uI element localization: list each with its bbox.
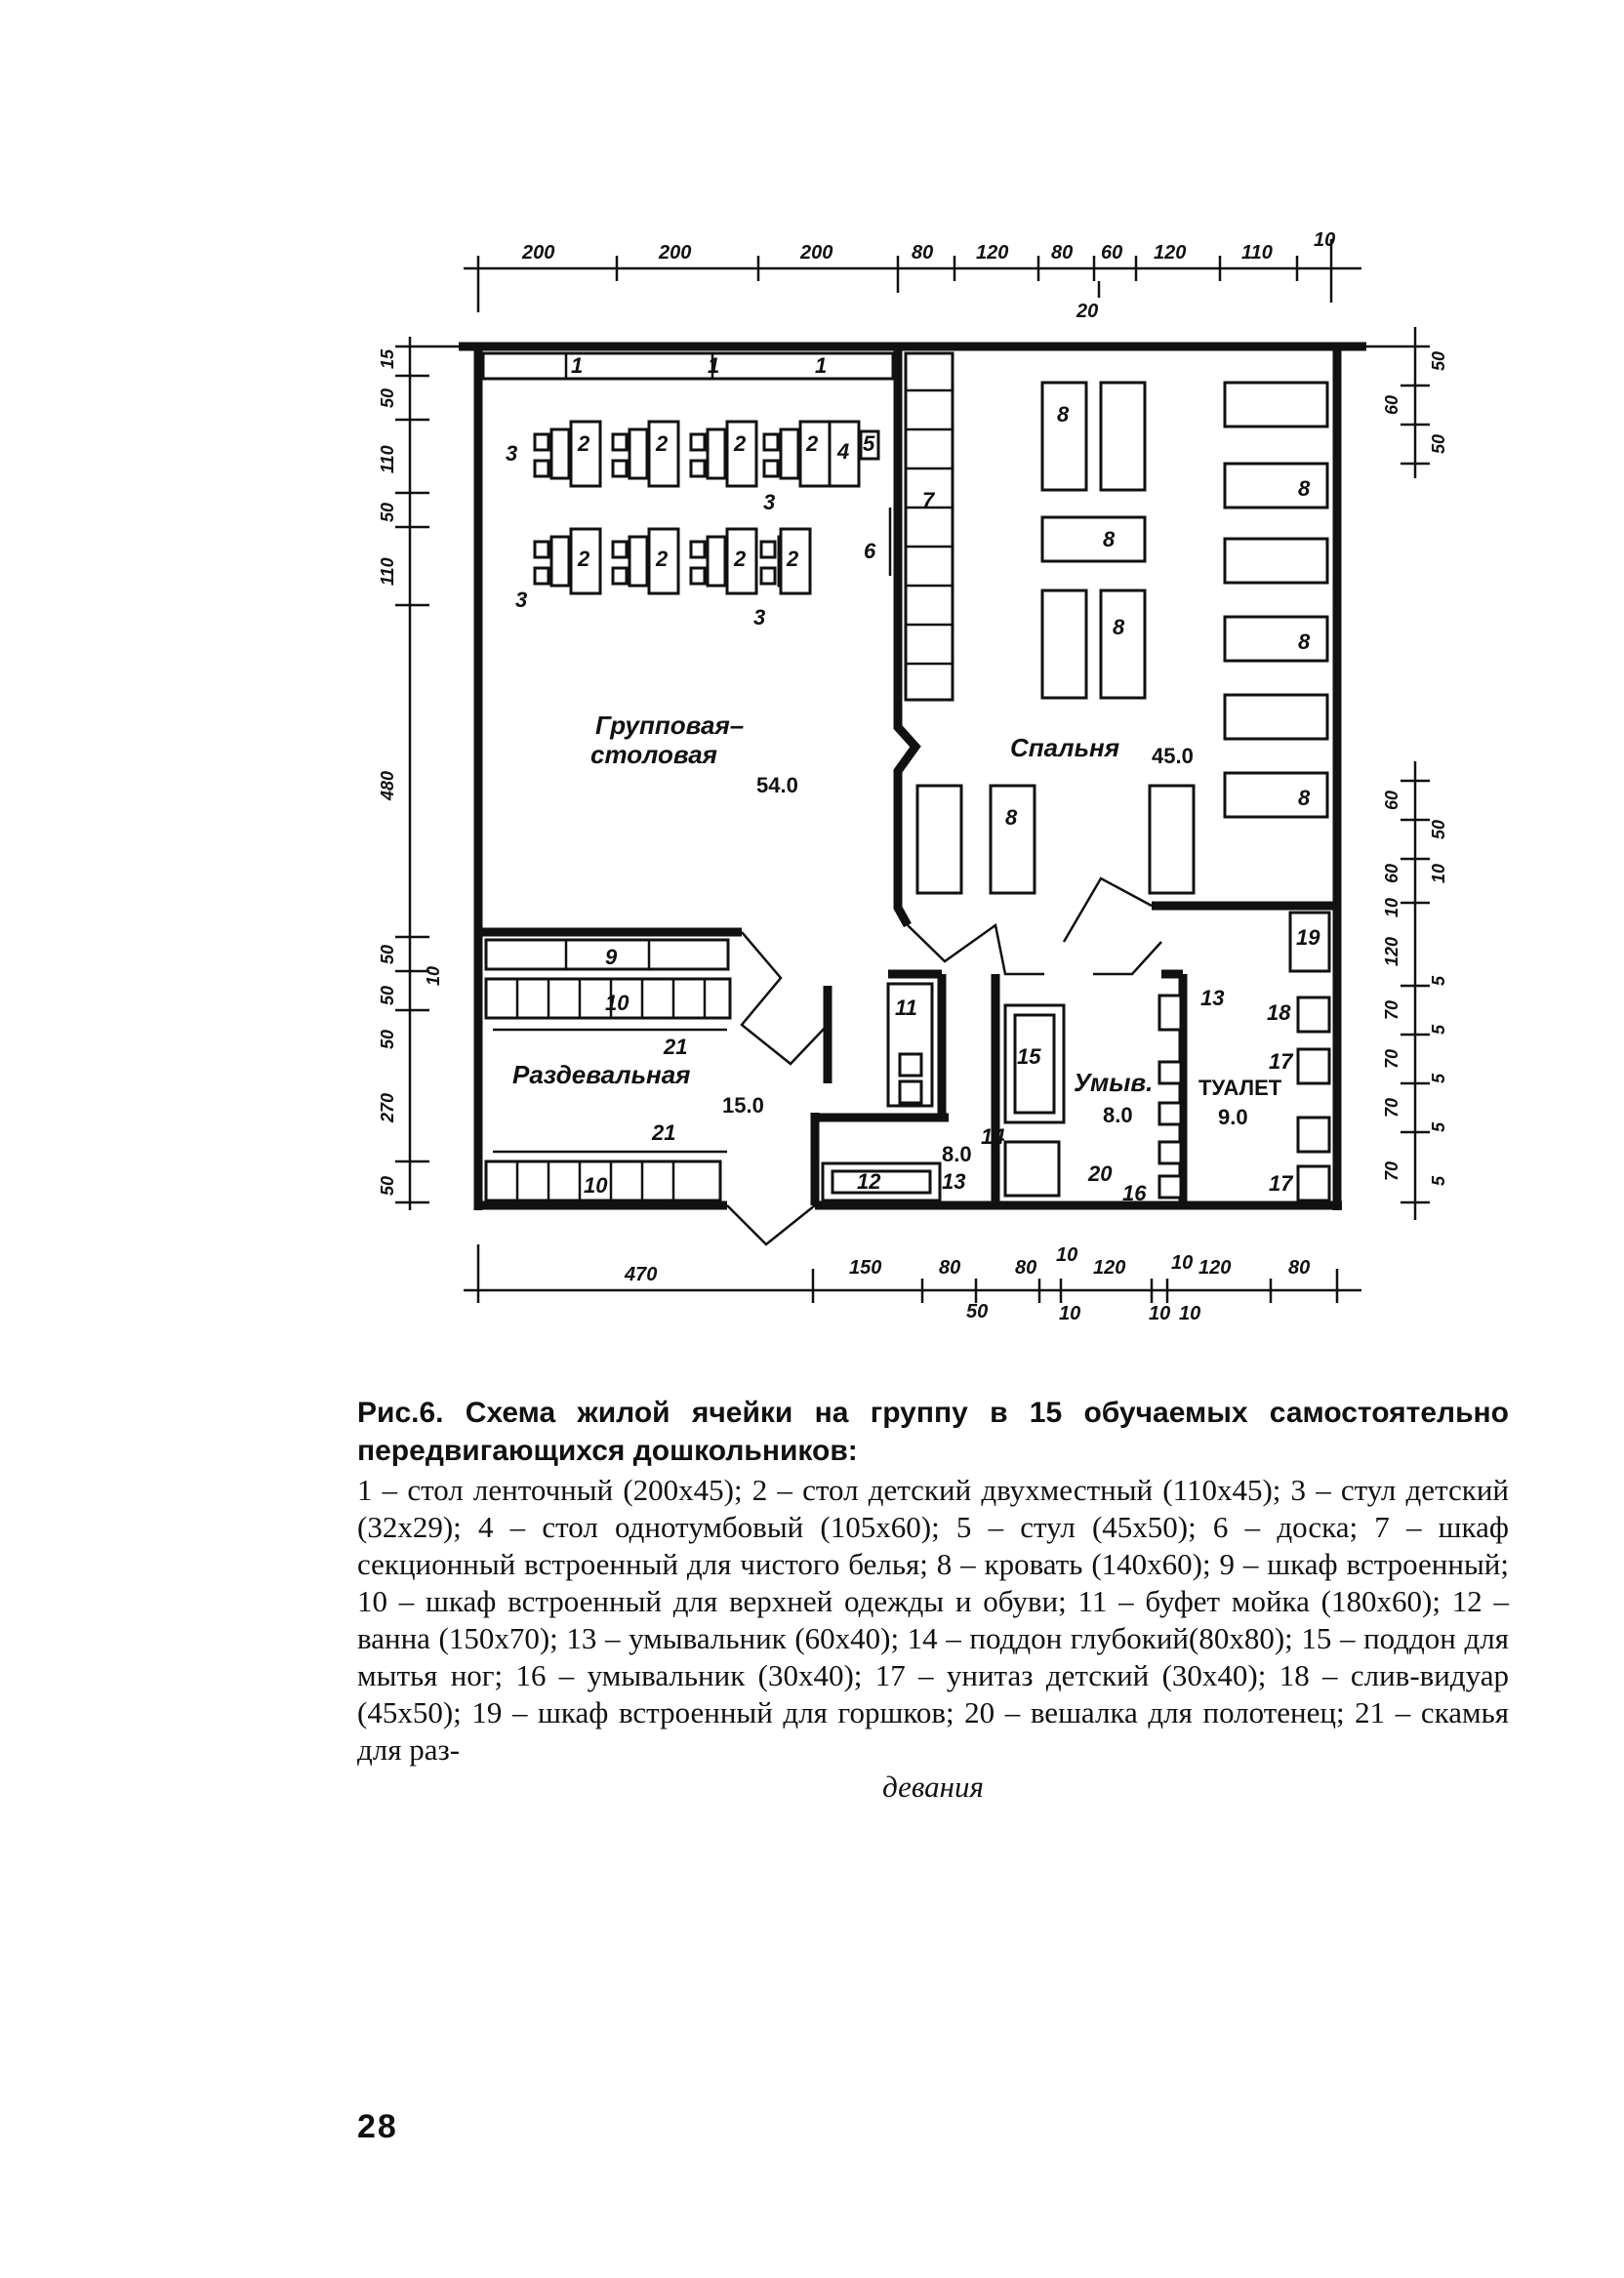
top-dim-6: 80 [1051, 242, 1074, 264]
room-group-name-2: столовая [590, 740, 717, 769]
right-dim-2: 50 [1429, 819, 1448, 839]
top-dim-5: 120 [976, 242, 1009, 264]
label-13a: 13 [942, 1169, 966, 1194]
bottom-dim-3: 80 [939, 1257, 961, 1279]
room-wardrobe-area: 15.0 [722, 1093, 764, 1118]
label-1b: 1 [708, 353, 720, 378]
caption-legend: 1 – стол ленточный (200x45); 2 – стол детский двухместный (110x45); 3 – стул детский (32x29); 4 – стол однотумбовый (105x60); 5 – стул (45x50); 6 – доска; 7 – шкаф секционный встроенный для чистого белья; 8 – кровать (140x60); 9 – шкаф встроенный; 10 – шкаф встроенный для верхней одежды и обуви; 11 – буфет мойка (180x60); 12 – ванна (150x70); 13 – умывальник (60x40); 14 – поддон глубокий(80x80); 15 – поддон для мытья ног; 16 – умывальник (30x40); 17 – унитаз детский (30x40); 18 – слив-видуар (45x50); 19 – шкаф встроенный для горшков; 20 – вешалка для полотенец; 21 – скамья для раз- [357, 1473, 1509, 1767]
left-dim-12: 50 [378, 1175, 397, 1196]
room-wardrobe-name: Раздевальная [512, 1060, 691, 1089]
label-3c: 3 [515, 588, 528, 612]
left-dim-8: 50 [378, 985, 397, 1005]
label-18: 18 [1267, 1000, 1291, 1025]
label-2d: 2 [806, 431, 819, 456]
right-top-dim-1: 50 [1429, 350, 1448, 371]
room-bedroom-area: 45.0 [1152, 744, 1194, 768]
bottom-sub-dim-3: 10 [1149, 1303, 1171, 1324]
label-3b: 3 [763, 490, 776, 514]
label-10a: 10 [605, 991, 629, 1015]
bottom-sub-dim-2: 10 [1059, 1303, 1081, 1324]
room-group-name-1: Групповая– [595, 711, 745, 740]
label-8c: 8 [1103, 527, 1116, 551]
left-dim-11: 270 [378, 1092, 397, 1122]
label-16: 16 [1122, 1181, 1147, 1205]
bottom-sub-dim-1: 50 [966, 1301, 989, 1322]
label-8g: 8 [1005, 805, 1018, 830]
label-8d: 8 [1113, 615, 1125, 639]
label-8b: 8 [1298, 476, 1311, 501]
bottom-dim-6: 120 [1093, 1257, 1126, 1279]
bottom-dim-5: 10 [1056, 1244, 1078, 1266]
left-dim-6: 480 [378, 770, 397, 800]
washroom-furniture [1005, 986, 1224, 1205]
room-washroom-area: 8.0 [1103, 1103, 1133, 1127]
right-dim-9: 5 [1429, 1024, 1448, 1035]
bottom-dim-8: 120 [1198, 1257, 1232, 1279]
label-10b: 10 [584, 1173, 608, 1198]
label-2f: 2 [656, 547, 669, 571]
label-9: 9 [605, 945, 618, 969]
label-12: 12 [857, 1169, 881, 1194]
label-4: 4 [837, 439, 850, 464]
left-dim-4: 50 [378, 502, 397, 522]
right-dim-6: 120 [1382, 936, 1401, 966]
page-number: 28 [357, 2108, 398, 2145]
right-top-dim-3: 50 [1429, 433, 1448, 454]
right-dim-10: 70 [1382, 1048, 1401, 1069]
group-room-furniture [483, 353, 953, 797]
right-dim-5: 10 [1382, 897, 1401, 917]
label-5: 5 [863, 431, 875, 456]
caption-last-line: девания [882, 1770, 984, 1804]
left-dim-2: 50 [378, 387, 397, 408]
right-dim-3: 10 [1429, 863, 1448, 883]
label-1c: 1 [815, 353, 828, 378]
label-7: 7 [922, 488, 935, 512]
label-15: 15 [1017, 1044, 1041, 1069]
pantry-furniture [823, 984, 1004, 1200]
bottom-dim-4: 80 [1015, 1257, 1037, 1279]
caption-lead: Рис.6. Схема жилой ячейки на группу в 15 обучаемых самостоятельно передвигающихся дошкольников: [357, 1397, 1509, 1467]
left-dim-1: 15 [378, 348, 397, 369]
left-dim-7: 50 [378, 944, 397, 964]
room-bedroom-name: Спальня [1010, 733, 1120, 762]
left-dim-3: 110 [378, 445, 397, 473]
top-dim-8: 120 [1154, 242, 1187, 264]
right-top-dim-2: 60 [1382, 394, 1401, 415]
label-2e: 2 [578, 547, 590, 571]
room-toilet-name: ТУАЛЕТ [1198, 1076, 1282, 1100]
bottom-dim-2: 150 [849, 1257, 882, 1279]
top-dim-1: 200 [522, 242, 555, 264]
label-2b: 2 [656, 431, 669, 456]
top-dim-4: 80 [912, 242, 934, 264]
right-dimension-chains [1357, 327, 1448, 1220]
bottom-dim-9: 80 [1288, 1257, 1311, 1279]
bottom-dim-7: 10 [1171, 1252, 1194, 1274]
bedroom-furniture [917, 383, 1327, 893]
left-dim-10: 50 [378, 1029, 397, 1049]
right-dim-4: 60 [1382, 863, 1401, 883]
label-2h: 2 [787, 547, 799, 571]
label-11: 11 [895, 996, 917, 1020]
right-dim-14: 70 [1382, 1160, 1401, 1181]
bottom-sub-dim-4: 10 [1179, 1303, 1201, 1324]
figure-caption [357, 1394, 1509, 1806]
left-dimension-chain [378, 337, 459, 1210]
toilet-furniture [1198, 913, 1329, 1200]
wardrobe-furniture [486, 940, 764, 1200]
label-8f: 8 [1298, 786, 1311, 810]
right-dim-13: 5 [1429, 1121, 1448, 1132]
label-8e: 8 [1298, 630, 1311, 654]
room-small-area: 8.0 [942, 1142, 972, 1166]
bottom-dim-1: 470 [625, 1264, 658, 1285]
top-dim-3: 200 [800, 242, 833, 264]
label-2a: 2 [578, 431, 590, 456]
label-2g: 2 [734, 547, 747, 571]
left-dim-9: 10 [424, 965, 443, 986]
label-17b: 17 [1269, 1171, 1293, 1196]
top-dimension-chain [464, 229, 1361, 322]
right-dim-15: 5 [1429, 1175, 1448, 1186]
label-20: 20 [1088, 1161, 1113, 1186]
label-2c: 2 [734, 431, 747, 456]
label-14: 14 [981, 1124, 1005, 1149]
label-17a: 17 [1269, 1049, 1293, 1074]
label-21a: 21 [664, 1035, 688, 1059]
desk-row-2 [535, 529, 810, 593]
left-dim-5: 110 [378, 557, 397, 586]
top-dim-7: 60 [1101, 242, 1123, 264]
label-8a: 8 [1057, 402, 1070, 427]
right-dim-12: 70 [1382, 1097, 1401, 1118]
bottom-dimension-chain [464, 1244, 1361, 1324]
top-dim-10: 10 [1314, 229, 1336, 251]
top-sub-dim: 20 [1076, 301, 1099, 322]
right-dim-7: 5 [1429, 975, 1448, 986]
label-6: 6 [864, 539, 876, 563]
room-group-area: 54.0 [756, 773, 798, 797]
label-19: 19 [1296, 925, 1320, 950]
label-21b: 21 [652, 1120, 676, 1145]
top-dim-9: 110 [1241, 242, 1273, 264]
right-dim-1: 60 [1382, 790, 1401, 810]
room-washroom-name: Умыв. [1074, 1068, 1154, 1097]
label-3d: 3 [753, 605, 766, 630]
right-dim-8: 70 [1382, 999, 1401, 1020]
label-1a: 1 [571, 353, 584, 378]
label-13b: 13 [1200, 986, 1225, 1010]
room-toilet-area: 9.0 [1218, 1105, 1248, 1129]
top-dim-2: 200 [659, 242, 692, 264]
right-dim-11: 5 [1429, 1073, 1448, 1083]
label-3a: 3 [506, 441, 518, 466]
